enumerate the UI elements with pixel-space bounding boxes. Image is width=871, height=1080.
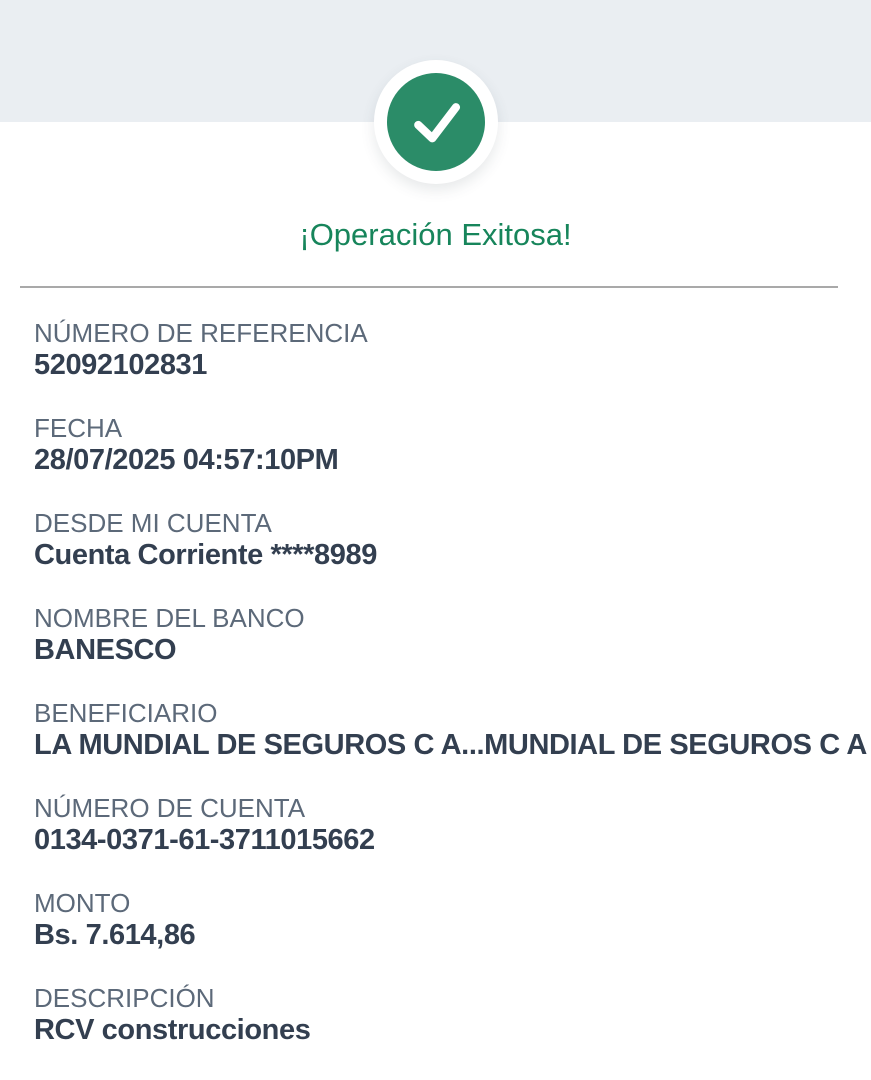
field-label: NOMBRE DEL BANCO	[34, 603, 305, 633]
field-beneficiary	[34, 698, 867, 762]
field-label: DESDE MI CUENTA	[34, 508, 272, 538]
field-value: Bs. 7.614,86	[34, 919, 196, 951]
field-value: LA MUNDIAL DE SEGUROS C A...MUNDIAL DE SEGUROS C A	[34, 729, 867, 761]
field-value: 28/07/2025 04:57:10PM	[34, 444, 339, 476]
field-label: MONTO	[34, 888, 131, 918]
field-bank-name	[34, 603, 844, 667]
field-label: BENEFICIARIO	[34, 698, 218, 728]
success-title: ¡Operación Exitosa!	[299, 217, 572, 252]
field-value: 52092102831	[34, 349, 208, 381]
field-date	[34, 413, 844, 477]
field-value: 0134-0371-61-3711015662	[34, 824, 375, 856]
field-label: NÚMERO DE CUENTA	[34, 793, 306, 823]
field-value: BANESCO	[34, 634, 177, 666]
field-label: NÚMERO DE REFERENCIA	[34, 318, 368, 348]
field-value: Cuenta Corriente ****8989	[34, 539, 377, 571]
receipt-fields	[34, 318, 867, 1078]
field-amount	[34, 888, 844, 952]
field-label: DESCRIPCIÓN	[34, 983, 215, 1013]
field-from-account	[34, 508, 844, 572]
field-account-number	[34, 793, 844, 857]
checkmark-icon	[387, 73, 485, 171]
success-badge	[374, 60, 498, 184]
field-description	[34, 983, 844, 1047]
field-reference-number	[34, 318, 844, 382]
field-label: FECHA	[34, 413, 123, 443]
divider	[20, 286, 838, 288]
field-value: RCV construcciones	[34, 1014, 311, 1046]
